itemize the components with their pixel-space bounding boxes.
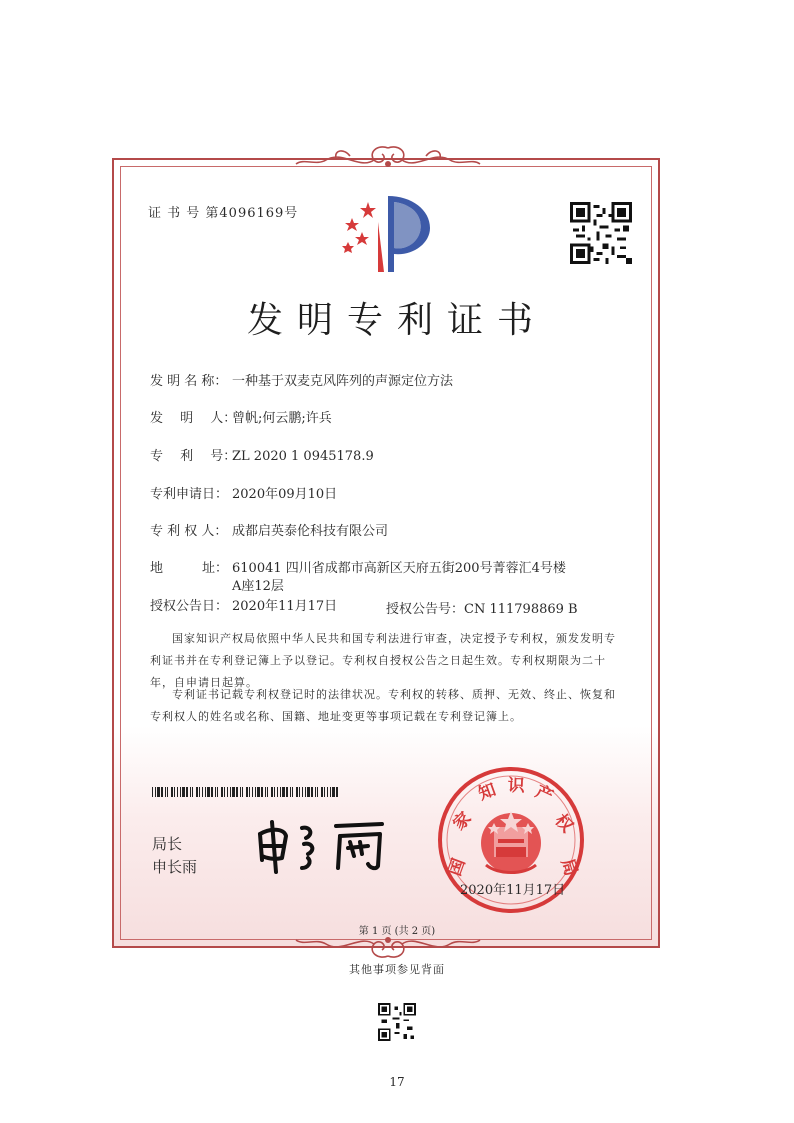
grant-date-row <box>150 598 337 616</box>
filing-date-label: 专利申请日： <box>150 487 229 502</box>
barcode-bar <box>290 787 291 797</box>
barcode-bar <box>280 787 281 797</box>
certificate-title: 发明专利证书 <box>246 300 547 341</box>
barcode-bar <box>221 787 223 797</box>
barcode-bar <box>199 787 200 797</box>
barcode-bar <box>217 787 218 797</box>
seal-char-5: 产 <box>532 781 557 808</box>
barcode-bar <box>307 787 310 797</box>
barcode-bar <box>240 787 241 797</box>
barcode-bar <box>265 787 266 797</box>
barcode-bar <box>224 787 225 797</box>
patentee-row <box>150 523 388 541</box>
barcode-bar <box>292 787 293 797</box>
address-label: 地 址： <box>150 561 229 576</box>
barcode-bar <box>261 787 263 797</box>
document-page-number: 17 <box>389 1075 405 1089</box>
barcode-bar <box>196 787 198 797</box>
barcode-bar <box>267 787 268 797</box>
barcode-bar <box>177 787 178 797</box>
barcode-bar <box>271 787 273 797</box>
barcode-bar <box>311 787 313 797</box>
barcode-bar <box>296 787 298 797</box>
barcode-bar <box>227 787 228 797</box>
seal-char-3: 知 <box>475 779 499 805</box>
grant-number-label: 授权公告号： <box>386 602 465 617</box>
barcode-bar <box>236 787 238 797</box>
barcode-bar <box>215 787 216 797</box>
invention-name-row <box>150 373 453 391</box>
patent-number-value: ZL 2020 1 0945178.9 <box>232 449 374 464</box>
filing-date-value: 2020年09月10日 <box>232 487 338 502</box>
patent-number-row <box>150 448 374 466</box>
barcode-bar <box>332 787 335 797</box>
barcode-bar <box>324 787 325 797</box>
patent-number-label: 专 利 号： <box>150 449 237 464</box>
barcode-bar <box>192 787 193 797</box>
barcode-bar <box>207 787 210 797</box>
barcode-bar <box>180 787 181 797</box>
barcode-bar <box>255 787 256 797</box>
patent-office-logo-icon <box>332 192 436 276</box>
barcode-bar <box>277 787 278 797</box>
barcode-bar <box>315 787 316 797</box>
seal-char-7: 局 <box>556 856 581 879</box>
grant-date-value: 2020年11月17日 <box>232 599 338 614</box>
page-indicator: 第 1 页 (共 2 页) <box>358 926 436 937</box>
barcode-bar <box>282 787 285 797</box>
barcode-bar <box>321 787 323 797</box>
barcode-bar <box>174 787 175 797</box>
barcode-bar <box>232 787 235 797</box>
barcode-bar <box>286 787 288 797</box>
director-role: 局长 <box>152 835 183 853</box>
inventor-row <box>150 410 332 428</box>
filing-date-row <box>150 486 337 504</box>
seal-char-6: 权 <box>550 810 577 837</box>
director-name: 申长雨 <box>152 858 198 876</box>
barcode-icon <box>152 787 342 797</box>
barcode-bar <box>336 787 338 797</box>
qr-code-icon <box>570 202 632 264</box>
address-value: 610041 四川省成都市高新区天府五街200号菁蓉汇4号楼A座12层 <box>232 561 566 594</box>
invention-name-value: 一种基于双麦克风阵列的声源定位方法 <box>232 374 454 389</box>
barcode-bar <box>257 787 260 797</box>
barcode-bar <box>182 787 185 797</box>
barcode-bar <box>152 787 153 797</box>
barcode-bar <box>330 787 331 797</box>
barcode-bar <box>190 787 191 797</box>
barcode-bar <box>252 787 253 797</box>
barcode-bar <box>157 787 160 797</box>
footer-note: 其他事项参见背面 <box>349 963 445 976</box>
seal-char-2: 家 <box>449 808 476 835</box>
barcode-bar <box>186 787 188 797</box>
seal-char-4: 识 <box>507 775 526 797</box>
barcode-bar <box>230 787 231 797</box>
barcode-bar <box>242 787 243 797</box>
seal-char-1: 国 <box>444 855 470 879</box>
top-ornament <box>290 142 486 174</box>
seal-date: 2020年11月17日 <box>460 883 566 898</box>
barcode-bar <box>205 787 206 797</box>
patentee-value: 成都启英泰伦科技有限公司 <box>232 524 389 539</box>
director-signature <box>250 814 400 876</box>
inventor-label: 发 明 人： <box>150 411 237 426</box>
barcode-bar <box>161 787 163 797</box>
barcode-bar <box>211 787 213 797</box>
barcode-bar <box>327 787 328 797</box>
legal-paragraph-1: 国家知识产权局依照中华人民共和国专利法进行审查，决定授予专利权，颁发发明专利证书并在专利登记簿上予以登记。专利权自授权公告之日起生效。专利权期限为二十年，自申请日起算。 <box>150 632 616 689</box>
barcode-bar <box>305 787 306 797</box>
invention-name-label: 发 明 名 称： <box>150 374 228 389</box>
barcode-bar <box>299 787 300 797</box>
grant-number-row <box>386 598 578 617</box>
certificate-number: 证 书 号 第4096169号 <box>148 206 299 221</box>
barcode-bar <box>317 787 318 797</box>
patentee-label: 专 利 权 人： <box>150 524 228 539</box>
barcode-bar <box>249 787 250 797</box>
grant-number-value: CN 111798869 B <box>464 602 578 617</box>
barcode-bar <box>302 787 303 797</box>
barcode-bar <box>202 787 203 797</box>
small-qr-code-icon <box>378 1003 416 1041</box>
grant-date-label: 授权公告日： <box>150 599 229 614</box>
inventor-value: 曾帆;何云鹏;许兵 <box>232 411 332 426</box>
barcode-bar <box>274 787 275 797</box>
barcode-bar <box>155 787 156 797</box>
barcode-bar <box>167 787 168 797</box>
legal-paragraph-2: 专利证书记载专利权登记时的法律状况。专利权的转移、质押、无效、终止、恢复和专利权人的姓名或名称、国籍、地址变更等事项记载在专利登记簿上。 <box>150 688 616 723</box>
barcode-bar <box>246 787 248 797</box>
barcode-bar <box>171 787 173 797</box>
barcode-bar <box>165 787 166 797</box>
